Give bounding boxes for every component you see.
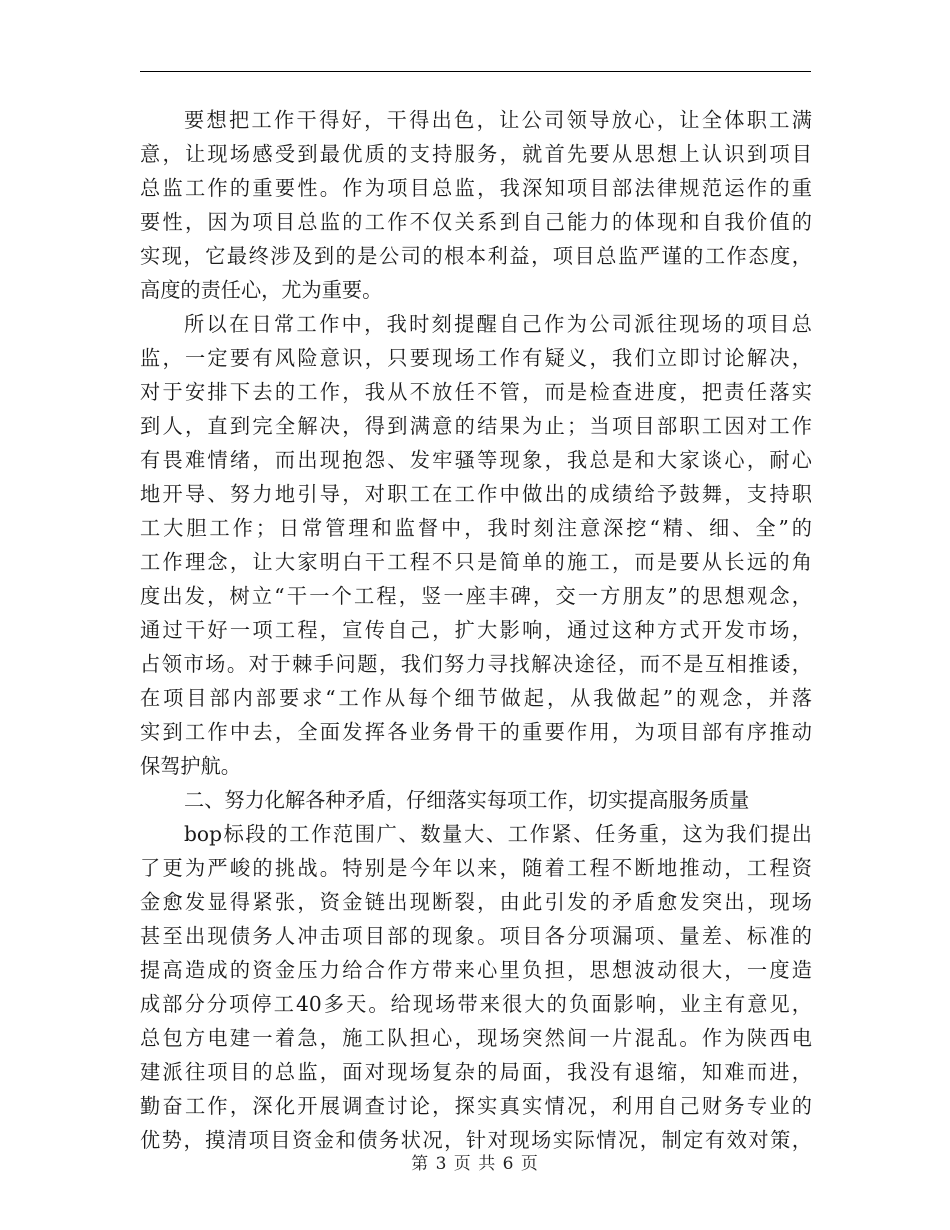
text-line: 要想把工作干得好，干得出色，让公司领导放心，让全体职工满 — [184, 108, 812, 132]
document-body — [140, 103, 812, 1157]
text-line: 意，让现场感受到最优质的支持服务，就首先要从思想上认识到项目 — [140, 142, 812, 166]
text-line: 占领市场。对于棘手问题，我们努力寻找解决途径，而不是互相推诿， — [140, 652, 812, 676]
text-line: 实到工作中去，全面发挥各业务骨干的重要作用，为项目部有序推动 — [140, 720, 812, 744]
text-line: 监，一定要有风险意识，只要现场工作有疑义，我们立即讨论解决， — [140, 346, 812, 370]
text-line: 度出发，树立“干一个工程，竖一座丰碑，交一方朋友”的思想观念， — [140, 584, 812, 608]
text-line: 所以在日常工作中，我时刻提醒自己作为公司派往现场的项目总 — [184, 312, 812, 336]
text-line: 甚至出现债务人冲击项目部的现象。项目各分项漏项、量差、标准的 — [140, 924, 812, 948]
text-line: bop标段的工作范围广、数量大、工作紧、任务重，这为我们提出 — [184, 822, 812, 846]
paragraph — [140, 817, 812, 1157]
text-line: 总包方电建一着急，施工队担心，现场突然间一片混乱。作为陕西电 — [140, 1026, 812, 1050]
text-line: 工作理念，让大家明白干工程不只是简单的施工，而是要从长远的角 — [140, 550, 812, 574]
page-number-footer: 第 3 页 共 6 页 — [411, 1154, 539, 1174]
text-line: 要性，因为项目总监的工作不仅关系到自己能力的体现和自我价值的 — [140, 210, 812, 234]
text-line: 通过干好一项工程，宣传自己，扩大影响，通过这种方式开发市场， — [140, 618, 812, 642]
text-line: 了更为严峻的挑战。特别是今年以来，随着工程不断地推动，工程资 — [140, 856, 812, 880]
text-line: 成部分分项停工40多天。给现场带来很大的负面影响，业主有意见， — [140, 992, 812, 1016]
text-line: 提高造成的资金压力给合作方带来心里负担，思想波动很大，一度造 — [140, 958, 812, 982]
text-line: 工大胆工作；日常管理和监督中，我时刻注意深挖“精、细、全”的 — [140, 516, 812, 540]
paragraph — [140, 783, 812, 817]
text-line: 总监工作的重要性。作为项目总监，我深知项目部法律规范运作的重 — [140, 176, 812, 200]
text-line: 地开导、努力地引导，对职工在工作中做出的成绩给予鼓舞，支持职 — [140, 482, 812, 506]
text-line: 金愈发显得紧张，资金链出现断裂，由此引发的矛盾愈发突出，现场 — [140, 890, 812, 914]
text-line: 到人，直到完全解决，得到满意的结果为止；当项目部职工因对工作 — [140, 414, 812, 438]
paragraph — [140, 103, 812, 307]
text-line: 二、努力化解各种矛盾，仔细落实每项工作，切实提高服务质量 — [184, 788, 750, 812]
text-line: 勤奋工作，深化开展调查讨论，探实真实情况，利用自己财务专业的 — [140, 1094, 812, 1118]
text-line: 优势，摸清项目资金和债务状况，针对现场实际情况，制定有效对策， — [140, 1128, 812, 1152]
text-line: 有畏难情绪，而出现抱怨、发牢骚等现象，我总是和大家谈心，耐心 — [140, 448, 812, 472]
text-line: 对于安排下去的工作，我从不放任不管，而是检查进度，把责任落实 — [140, 380, 812, 404]
paragraph — [140, 307, 812, 783]
text-line: 实现，它最终涉及到的是公司的根本利益，项目总监严谨的工作态度， — [140, 244, 812, 268]
header-rule — [140, 71, 811, 72]
text-line: 在项目部内部要求“工作从每个细节做起，从我做起”的观念，并落 — [140, 686, 812, 710]
text-line: 高度的责任心，尤为重要。 — [140, 278, 383, 302]
text-line: 保驾护航。 — [140, 754, 241, 778]
text-line: 建派往项目的总监，面对现场复杂的局面，我没有退缩，知难而进， — [140, 1060, 812, 1084]
